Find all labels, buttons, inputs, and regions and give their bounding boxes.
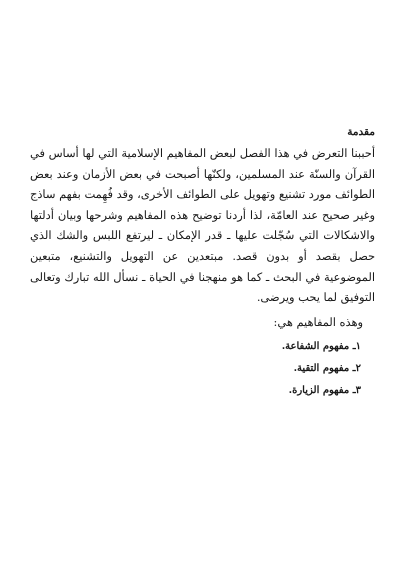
list-item: ١ـ مفهوم الشفاعة. [281, 340, 361, 352]
text-block [30, 124, 375, 402]
intro-paragraph: أحببنا التعرض في هذا الفصل لبعض المفاهيم الإسلامية التي لها أساس في القرآن والسنّة عند المسلمين، ولكنّها أصبحت في بعض الأزمان وعند بعض الطوائف مورد تشنيع وتهويل على الطوائف الأخرى، وقد فُهِمت بفهم ساذج وغير صحيح عند العامّة، لذا أردنا توضيح هذه المفاهيم وشرحها وبيان أدلتها والاشكالات التي سُجّلت عليها ـ قدر الإمكان ـ ليرتفع اللبس والشك الذي حصل بقصد أو بدون قصد. مبتعدين عن التهويل والتشنيع، متبعين الموضوعية في البحث ـ كما هو منهجنا في الحياة ـ نسأل الله تبارك وتعالى التوفيق لما يحب ويرضى. [30, 146, 375, 305]
list-item: ٣ـ مفهوم الزيارة. [288, 384, 361, 396]
concept-list [30, 336, 361, 402]
list-item: ٢ـ مفهوم التقية. [293, 362, 361, 374]
list-intro: وهذه المفاهيم هي: [273, 314, 363, 329]
section-heading: مقدمة [347, 126, 375, 138]
